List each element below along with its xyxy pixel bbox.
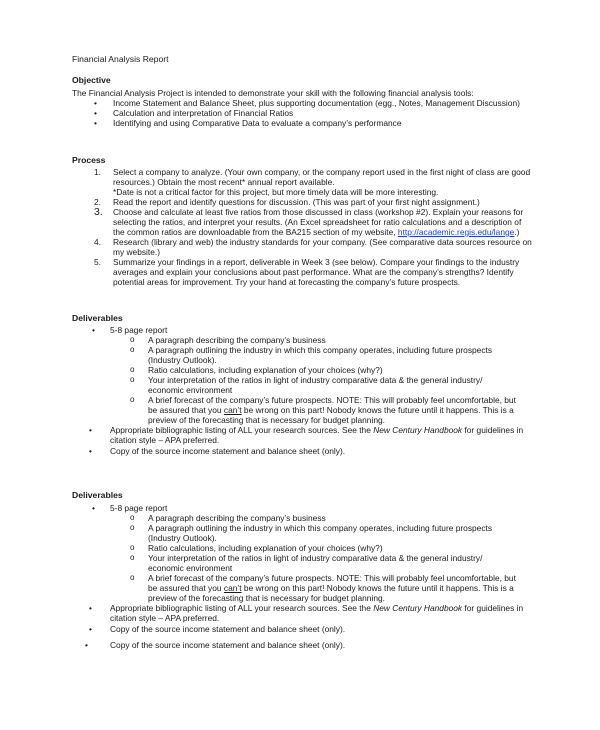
list-item: o A paragraph describing the company’s business [130, 513, 326, 523]
objective-list [72, 98, 542, 128]
list-item: • Appropriate bibliographic listing of ALL your research sources. See the New Century Handbook for guidelines in citation style – APA preferred. [89, 425, 524, 445]
list-item: o Your interpretation of the ratios in light of industry comparative data & the general industry/ economic environment [130, 375, 483, 395]
deliverables-heading: Deliverables [72, 313, 123, 323]
list-item: o A paragraph describing the company’s business [130, 335, 326, 345]
step-note: *Date is not a critical factor for this project, but more timely data will be more interesting. [113, 187, 439, 197]
list-item: o A brief forecast of the company’s future prospects. NOTE: This will probably feel uncomfortable, but be assured that you can’t be wrong on this part! Nobody knows the future until it happens. This is a preview of the forecasting that is necessary for budget planning. [130, 573, 516, 603]
list-item: • 5-8 page report [92, 325, 168, 335]
list-item: • Copy of the source income statement and balance sheet (only). [85, 640, 346, 650]
process-step: 4. Research (library and web) the industry standards for your company. (See comparative data sources resource on my website.) [94, 237, 532, 257]
process-heading: Process [72, 155, 106, 165]
process-step: 1. Select a company to analyze. (Your own company, or the company report used in the first night of class are good resources.) Obtain the most recent* annual report available. *Date is not a critical factor for this project, but more timely data will be more interesting. [94, 167, 531, 197]
deliverables-list [72, 503, 532, 650]
process-step: 5. Summarize your findings in a report, deliverable in Week 3 (see below). Compare your findings to the industry averages and explain your conclusions about past performance. What are the company’s strengths? Identify potential areas for improvement. Try your hand at forecasting the company’s future prospects. [94, 257, 520, 287]
page-title: Financial Analysis Report [72, 54, 169, 64]
list-item: • Copy of the source income statement and balance sheet (only). [89, 624, 346, 634]
report-sublist [72, 335, 532, 425]
list-item: • Appropriate bibliographic listing of ALL your research sources. See the New Century Handbook for guidelines in citation style – APA preferred. [89, 603, 524, 623]
process-step: 2. Read the report and identify questions for discussion. (This was part of your first night assignment.) [94, 197, 480, 207]
list-item: o A brief forecast of the company’s future prospects. NOTE: This will probably feel uncomfortable, but be assured that you can’t be wrong on this part! Nobody knows the future until it happens. This is a preview of the forecasting that is necessary for budget planning. [130, 395, 516, 425]
process-steps [72, 167, 533, 287]
objective-heading: Objective [72, 75, 111, 85]
process-step: 3. Choose and calculate at least five ratios from those discussed in class (workshop #2). Explain your reasons for selecting the ratios, and interpret your results. (An Excel spreadsheet for ratio calculations and a description of the common ratios are downloadable from the BA215 section of my website, http://academic.regis.edu/lange.) [94, 206, 524, 237]
list-item: • Identifying and using Comparative Data to evaluate a company’s performance [94, 118, 402, 128]
list-item: o Ratio calculations, including explanation of your choices (why?) [130, 543, 383, 553]
list-item: o Your interpretation of the ratios in light of industry comparative data & the general industry/ economic environment [130, 553, 483, 573]
list-item: o A paragraph outlining the industry in which this company operates, including future prospects (Industry Outlook). [130, 345, 493, 365]
list-item: o A paragraph outlining the industry in which this company operates, including future prospects (Industry Outlook). [130, 523, 493, 543]
list-item: • Income Statement and Balance Sheet, plus supporting documentation (egg., Notes, Management Discussion) [94, 98, 520, 108]
list-item: o Ratio calculations, including explanation of your choices (why?) [130, 365, 383, 375]
deliverables-list [72, 325, 532, 456]
list-item: • 5-8 page report [92, 503, 168, 513]
objective-intro: The Financial Analysis Project is intended to demonstrate your skill with the following financial analysis tools: [72, 88, 474, 98]
website-link[interactable]: http://academic.regis.edu/lange [397, 227, 515, 237]
deliverables-heading: Deliverables [72, 490, 123, 500]
list-item: • Calculation and interpretation of Financial Ratios [94, 108, 294, 118]
list-item: • Copy of the source income statement and balance sheet (only). [89, 446, 346, 456]
report-sublist [72, 513, 532, 603]
